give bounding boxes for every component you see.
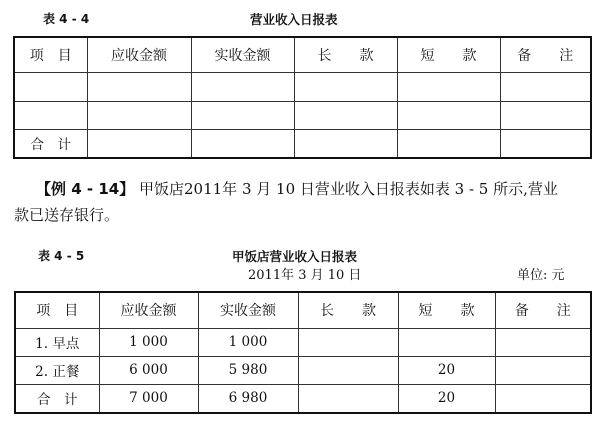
table2-title: 甲饭店营业收入日报表	[232, 249, 358, 264]
cell	[294, 129, 397, 158]
table2-header-shortage: 短 款	[398, 292, 495, 328]
cell: 20	[398, 384, 495, 413]
table1-title: 营业收入日报表	[250, 12, 338, 27]
example-line2: 款已送存银行。	[14, 206, 120, 224]
cell	[14, 72, 87, 101]
table2-header-remarks: 备 注	[495, 292, 591, 328]
table1-header-remarks: 备 注	[500, 37, 591, 72]
cell	[495, 356, 591, 384]
cell	[87, 129, 191, 158]
cell	[500, 101, 591, 129]
cell	[14, 101, 87, 129]
cell	[298, 328, 398, 356]
cell	[495, 384, 591, 413]
table2	[14, 291, 592, 414]
cell	[495, 328, 591, 356]
table2-caption: 表 4 - 5	[38, 249, 85, 263]
cell: 1 000	[99, 328, 198, 356]
table2-header-item: 项 目	[15, 292, 99, 328]
table-row	[14, 72, 591, 101]
cell: 1 000	[198, 328, 298, 356]
table2-header-received: 实收金额	[198, 292, 298, 328]
cell	[298, 384, 398, 413]
cell	[294, 72, 397, 101]
cell	[191, 101, 294, 129]
table2-header-overage: 长 款	[298, 292, 398, 328]
cell: 5 980	[198, 356, 298, 384]
cell	[500, 129, 591, 158]
cell: 1. 早点	[15, 328, 99, 356]
table-row-total	[15, 384, 591, 413]
table2-header-receivable: 应收金额	[99, 292, 198, 328]
cell	[500, 72, 591, 101]
table2-date: 2011年 3 月 10 日	[248, 268, 362, 283]
cell: 6 980	[198, 384, 298, 413]
cell: 2. 正餐	[15, 356, 99, 384]
cell	[87, 101, 191, 129]
cell	[397, 72, 500, 101]
table-row-total	[14, 129, 591, 158]
table1-header-shortage: 短 款	[397, 37, 500, 72]
table-row	[15, 328, 591, 356]
table1-header-received: 实收金额	[191, 37, 294, 72]
cell: 6 000	[99, 356, 198, 384]
table1	[13, 36, 592, 159]
cell	[397, 129, 500, 158]
table1-header-receivable: 应收金额	[87, 37, 191, 72]
table-row	[15, 356, 591, 384]
cell	[191, 129, 294, 158]
table1-header-item: 项 目	[14, 37, 87, 72]
cell: 合 计	[14, 129, 87, 158]
cell	[191, 72, 294, 101]
cell: 合 计	[15, 384, 99, 413]
cell	[87, 72, 191, 101]
cell	[298, 356, 398, 384]
example-text: 甲饭店2011年 3 月 10 日营业收入日报表如表 3 - 5 所示,营业	[139, 180, 558, 198]
example-line1	[36, 180, 558, 198]
cell	[398, 328, 495, 356]
cell	[294, 101, 397, 129]
table-row	[14, 101, 591, 129]
cell: 20	[398, 356, 495, 384]
table2-unit: 单位: 元	[517, 268, 565, 283]
cell: 7 000	[99, 384, 198, 413]
cell	[397, 101, 500, 129]
table1-header-overage: 长 款	[294, 37, 397, 72]
table1-caption: 表 4 - 4	[43, 12, 90, 26]
example-label: 【例 4 - 14】	[36, 180, 135, 198]
